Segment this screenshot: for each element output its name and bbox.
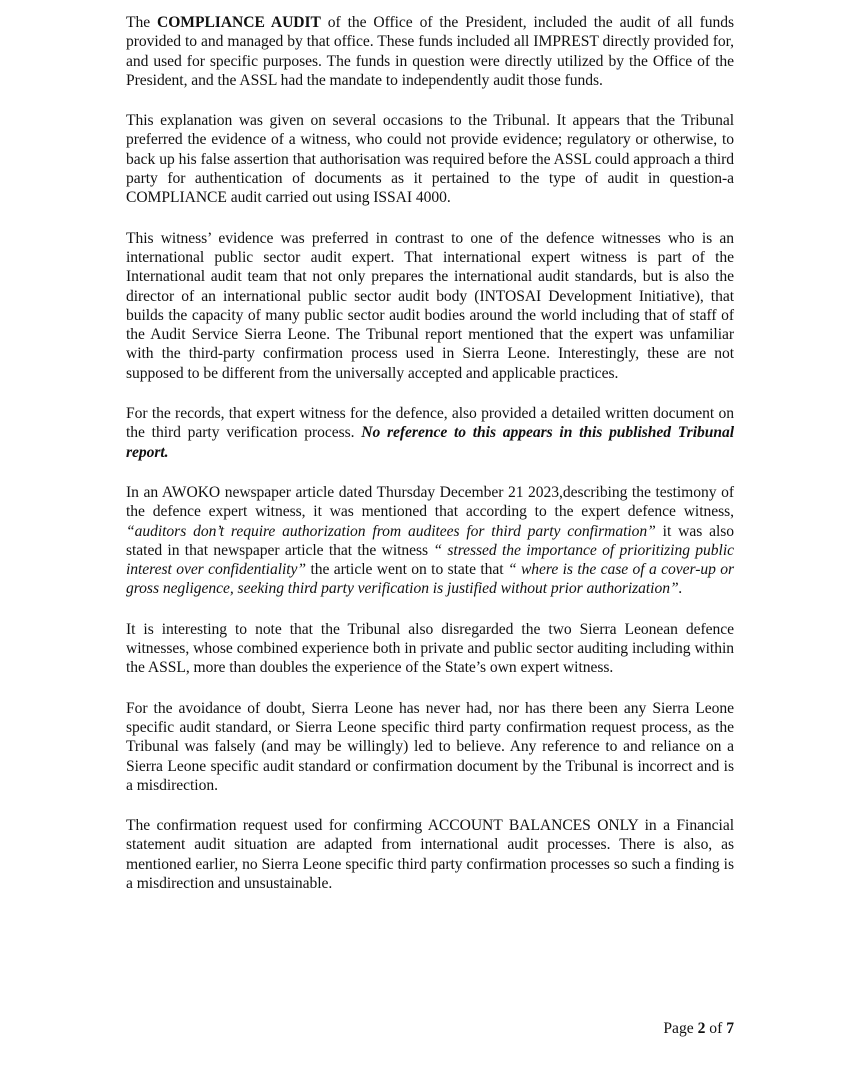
bold-italic-text-segment: No reference to this appears in this published Tribunal report.: [126, 424, 734, 461]
quote-segment: “auditors don’t require authorization from auditees for third party confirmation”: [126, 522, 656, 540]
paragraph-awoko-article: [126, 483, 734, 599]
total-pages-number: 7: [726, 1020, 734, 1037]
page-label: Page: [663, 1020, 694, 1037]
paragraph-sierra-leonean-witnesses: [126, 620, 734, 678]
text-segment: the article went on to state that: [306, 561, 508, 579]
text-segment: The: [126, 14, 158, 31]
paragraph-confirmation-request: [126, 816, 734, 893]
quote-segment: “ where is the case of a cover-up or gross negligence, seeking third party verification is justified without prior authorization”.: [126, 561, 735, 598]
text-segment: it was also stated in that newspaper article that the witness: [126, 522, 735, 559]
bold-text-segment: COMPLIANCE AUDIT: [157, 14, 321, 31]
page-number-footer: [663, 1020, 734, 1038]
text-segment: This witness’ evidence was preferred in contrast to one of the defence witnesses who is an international public sector audit expert. That international expert witness is part of the International audit team that not only prepares the international audit standards, but is also the director of an international public sector audit body (INTOSAI Development Initiative), that builds the capacity of many public sector audit bodies around the world including that of staff of the Audit Service Sierra Leone. The Tribunal report mentioned that the expert was unfamiliar with the third-party confirmation process used in Sierra Leone. Interestingly, these are not supposed to be different from the universally accepted and applicable practices.: [126, 229, 734, 382]
text-segment: of the Office of the President, included the audit of all funds provided to and managed by that office. These funds included all IMPREST directly provided for, and used for specific purposes. The funds in question were directly utilized by the Office of the President, and the ASSL had the mandate to independently audit those funds.: [126, 14, 734, 89]
paragraph-tribunal-explanation: [126, 111, 734, 207]
document-page: [126, 13, 734, 914]
text-segment: For the records, that expert witness for the defence, also provided a detailed written document on the third party verification process.: [126, 405, 734, 442]
text-segment: This explanation was given on several occasions to the Tribunal. It appears that the Tribunal preferred the evidence of a witness, who could not provide evidence; regulatory or otherwise, to back up his false assertion that authorisation was required before the ASSL could approach a third party for authentication of documents as it pertained to the type of audit in question-a COMPLIANCE audit carried out using ISSAI 4000.: [126, 112, 734, 207]
paragraph-avoidance-of-doubt: [126, 699, 734, 795]
quote-segment: “ stressed the importance of prioritizing public interest over confidentiality”: [126, 541, 734, 579]
paragraph-expert-witness: [126, 229, 734, 383]
of-label: of: [709, 1020, 723, 1037]
paragraph-for-the-records: [126, 404, 734, 462]
text-segment: For the avoidance of doubt, Sierra Leone has never had, nor has there been any Sierra Leone specific audit standard, or Sierra Leone specific third party confirmation request process, as the Tribunal was falsely (and may be willingly) led to believe. Any reference to and reliance on a Sierra Leone specific audit standard or confirmation document by the Tribunal is incorrect and is a misdirection.: [126, 699, 734, 794]
text-segment: The confirmation request used for confirming ACCOUNT BALANCES ONLY in a Financial statement audit situation are adapted from international audit processes. There is also, as mentioned earlier, no Sierra Leone specific third party confirmation processes so such a finding is a misdirection and unsustainable.: [126, 817, 734, 892]
text-segment: In an AWOKO newspaper article dated Thursday December 21 2023,describing the testimony of the defence expert witness, it was mentioned that according to the expert defence witness,: [126, 483, 734, 521]
current-page-number: 2: [697, 1020, 706, 1037]
paragraph-compliance-audit: [126, 13, 734, 90]
text-segment: It is interesting to note that the Tribunal also disregarded the two Sierra Leonean defence witnesses, whose combined experience both in private and public sector auditing including within the ASSL, more than doubles the experience of the State’s own expert witness.: [126, 620, 734, 677]
